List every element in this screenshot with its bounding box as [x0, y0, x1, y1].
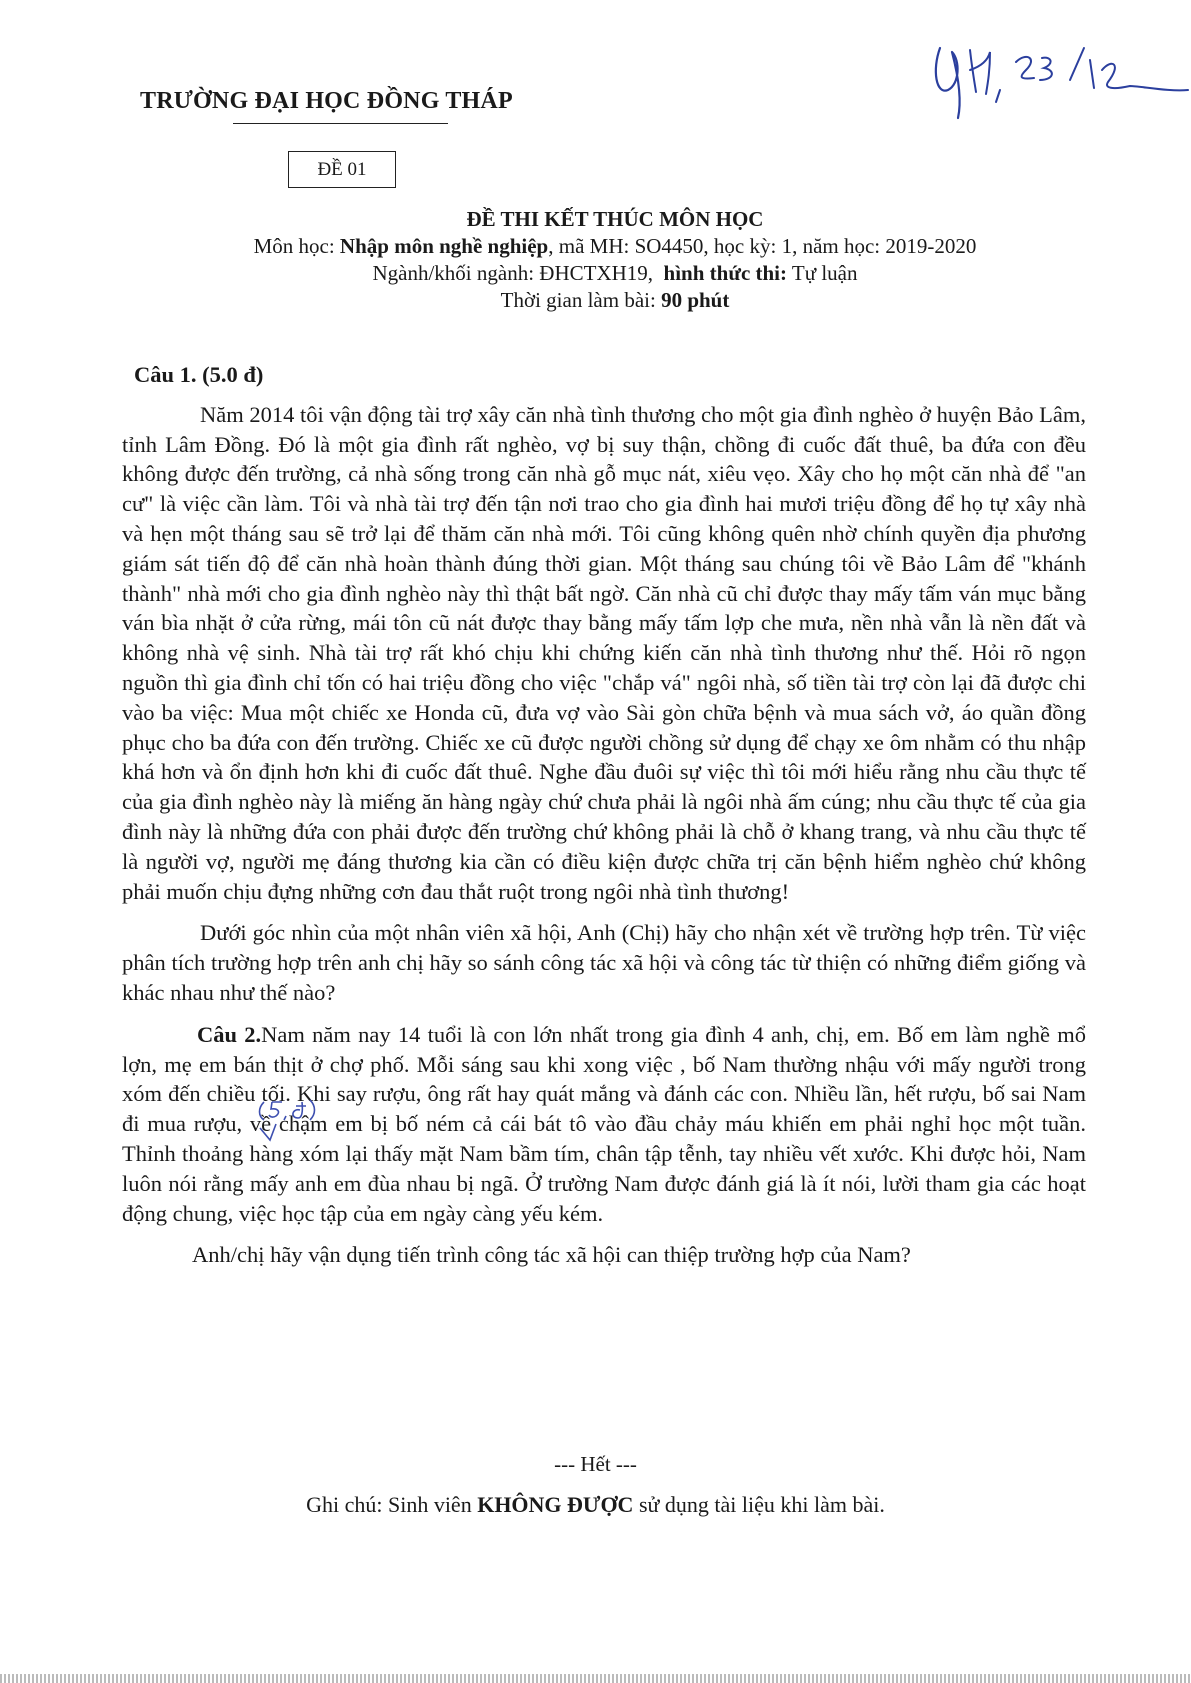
time-label: Thời gian làm bài: [500, 288, 662, 312]
question-1-task: Dưới góc nhìn của một nhân viên xã hội, Anh (Chị) hãy cho nhận xét về trường hợp trên. Từ việc phân tích trường hợp trên anh chị hãy so sánh công tác xã hội và công tác từ thiện có những điểm giống và khác nhau như thế nào? [122, 920, 1086, 1005]
time-value: 90 phút [661, 288, 730, 312]
course-line [150, 233, 1080, 260]
note-prefix: Ghi chú: Sinh viên [306, 1492, 478, 1517]
handwritten-date-note [930, 40, 1190, 130]
exam-title: ĐỀ THI KẾT THÚC MÔN HỌC [466, 207, 764, 231]
question-2-label: Câu 2. [197, 1021, 262, 1047]
program: Ngành/khối ngành: ĐHCTXH19, [372, 261, 654, 285]
time-line [150, 287, 1080, 314]
question-1-case: Năm 2014 tôi vận động tài trợ xây căn nhà tình thương cho một gia đình nghèo ở huyện Bảo Lâm, tỉnh Lâm Đồng. Đó là một gia đình rất nghèo, vợ bị suy thận, chồng đi cuốc đất thuê, ba đứa con đều không được đến trường, cả nhà sống trong căn nhà gỗ mục nát, xiêu vẹo. Xây cho họ một căn nhà để "an cư" là việc cần làm. Tôi và nhà tài trợ đến tận nơi trao cho gia đình hai mươi triệu đồng để họ tự xây nhà và hẹn một tháng sau sẽ trở lại để thăm căn nhà mới. Tôi cũng không quên nhờ chính quyền địa phương giám sát tiến độ để căn nhà hoàn thành đúng thời gian. Một tháng sau chúng tôi về Bảo Lâm để "khánh thành" nhà mới cho gia đình nghèo này thì thật bất ngờ. Căn nhà cũ chỉ được thay mấy tấm ván mục bằng ván bìa nhặt ở cửa rừng, mái tôn cũ nát được thay bằng mấy tấm lợp che mưa, nền nhà vẫn là nền đất và không nhà vệ sinh. Nhà tài trợ rất khó chịu khi chứng kiến căn nhà tình thương như thế. Hỏi rõ ngọn nguồn thì gia đình chỉ tốn có hai triệu đồng cho việc "chắp vá" ngôi nhà, số tiền tài trợ còn lại đã được chi vào ba việc: Mua một chiếc xe Honda cũ, đưa vợ vào Sài gòn chữa bệnh và mua sách vở, áo quần đồng phục cho ba đứa con đến trường. Chiếc xe cũ được người chồng sử dụng để chạy xe ôm nhằm có thu nhập khá hơn và ổn định hơn khi đi cuốc đất thuê. Nghe đầu đuôi sự việc thì tôi mới hiểu rằng nhu cầu thực tế của gia đình nghèo này là miếng ăn hàng ngày chứ chưa phải là ngôi nhà ấm cúng; nhu cầu thực tế của gia đình này là những đứa con phải được đến trường chứ không phải là chỗ ở khang trang, và nhu cầu thực tế là người vợ, người mẹ đáng thương kia cần có điều kiện được chữa trị căn bệnh hiểm nghèo chứ không phải muốn chịu đựng những cơn đau thắt ruột trong ngôi nhà tình thương! [122, 401, 1086, 904]
note-emphasis: KHÔNG ĐƯỢC [477, 1492, 634, 1517]
scan-edge-border [0, 1674, 1191, 1683]
pencil-score-note [256, 1098, 336, 1142]
note-suffix: sử dụng tài liệu khi làm bài. [633, 1492, 885, 1517]
program-line [150, 260, 1080, 287]
question-2-text: Nam năm nay 14 tuổi là con lớn nhất trong gia đình 4 anh, chị, em. Bố em làm nghề mổ lợn, mẹ em bán thịt ở chợ phố. Mỗi sáng sau khi xong việc , bố Nam thường nhậu với mấy người trong xóm đến chiều tối. Khi say rượu, ông rất hay quát mắng và đánh các con. Nhiều lần, hết rượu, bố sai Nam đi mua rượu, về chậm em bị bố ném cả cái bát tô vào đầu chảy máu khiến em phải nghỉ học một tuần. Thỉnh thoảng hàng xóm lại thấy mặt Nam bầm tím, chân tập tễnh, tay nhiều vết xước. Khi được hỏi, Nam luôn nói rằng mấy anh em đùa nhau bị ngã. Ở trường Nam được đánh giá là ít nói, lười tham gia các hoạt động chung, việc học tập của em ngày càng yếu kém. [122, 1021, 1086, 1226]
exam-header [150, 206, 1080, 314]
course-meta: , mã MH: SO4450, học kỳ: 1, năm học: 2019-2020 [548, 234, 977, 258]
question-1-heading: Câu 1. (5.0 đ) [134, 362, 264, 387]
school-underline [233, 123, 448, 124]
end-marker: --- Hết --- [554, 1452, 637, 1476]
question-2-task: Anh/chị hãy vận dụng tiến trình công tác xã hội can thiệp trường hợp của Nam? [192, 1242, 911, 1268]
exam-form: Tự luận [787, 261, 858, 285]
exam-form-label: hình thức thi: [663, 261, 788, 285]
course-name: Nhập môn nghề nghiệp [339, 234, 549, 258]
exam-code-box: ĐỀ 01 [288, 151, 396, 188]
school-name: TRƯỜNG ĐẠI HỌC ĐỒNG THÁP [140, 88, 513, 114]
course-label: Môn học: [253, 234, 340, 258]
exam-note [0, 1492, 1191, 1518]
